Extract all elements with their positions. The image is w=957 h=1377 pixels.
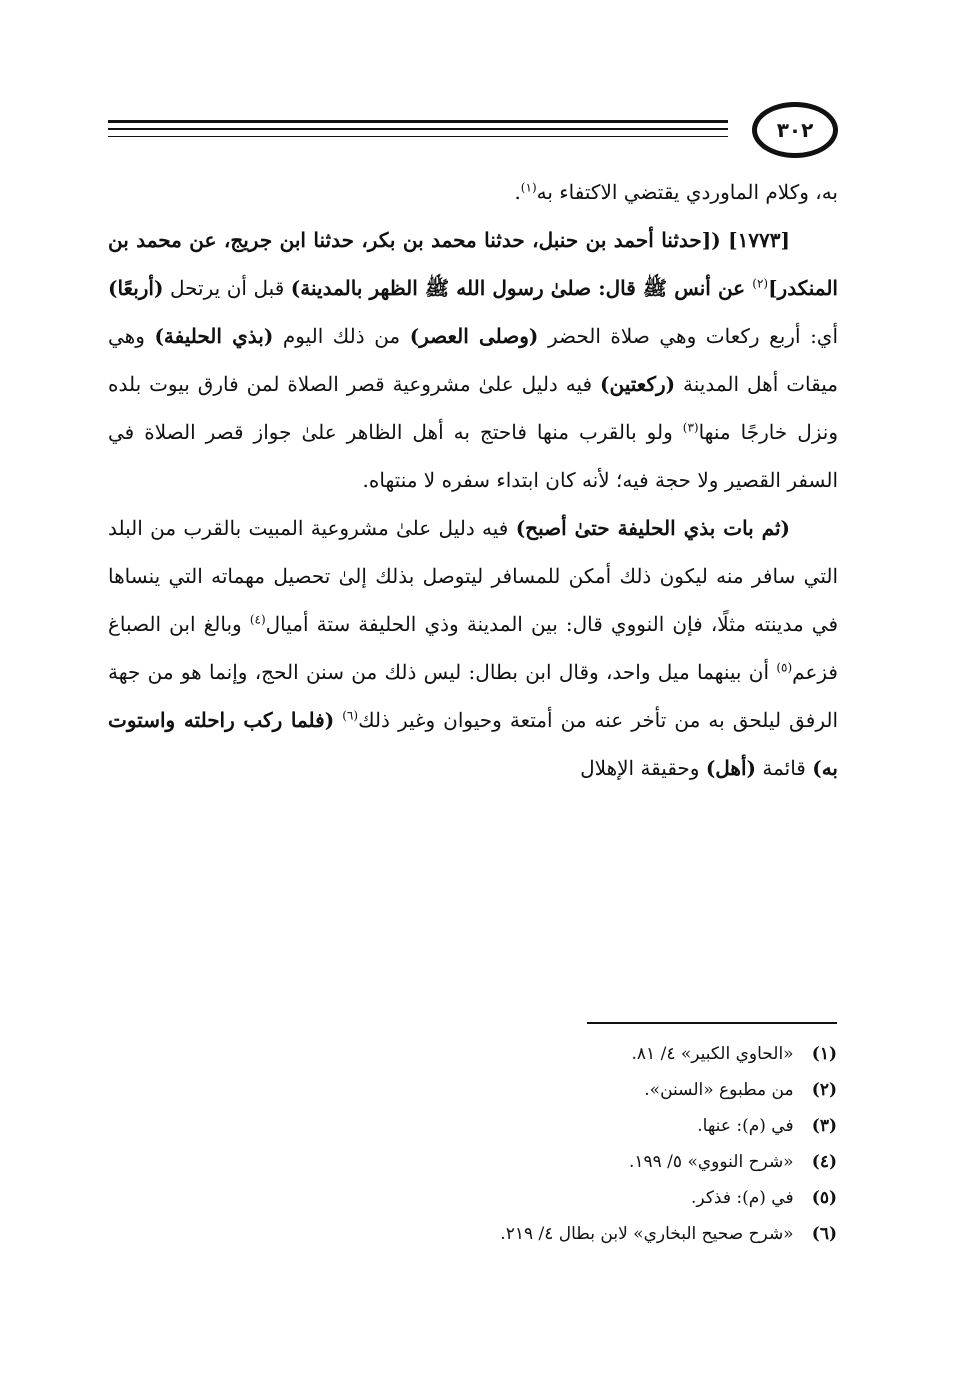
quoted-term: (وصلى العصر) <box>409 324 539 348</box>
footnote-ref: (٤) <box>249 612 266 627</box>
commentary-text: من ذلك اليوم <box>273 324 410 348</box>
quoted-term: (ركعتين) <box>600 372 676 396</box>
paragraph-commentary <box>108 504 838 792</box>
footnote-separator <box>587 1022 837 1024</box>
quoted-term: (فلما ركب راحلته واستوت به) <box>108 708 838 780</box>
text-run: به، وكلام الماوردي يقتضي الاكتفاء به <box>536 180 838 204</box>
paragraph-continuation <box>108 168 838 216</box>
footnote-item <box>237 1072 837 1108</box>
footnote-number: (٤) <box>811 1152 837 1172</box>
footnotes-list <box>237 1036 837 1252</box>
footnote-text: في (م): فذكر. <box>691 1188 794 1208</box>
footnote-ref: (٣) <box>682 420 699 435</box>
commentary-text: فيه دليل علىٰ مشروعية المبيت بالقرب من البلد التي سافر منه ليكون ذلك أمكن للمسافر ليتوصل بذلك إلىٰ تحصيل مهماته التي ينساها في مدينته مثلًا، فإن النووي قال: بين المدينة وذي الحليفة ستة أميال <box>108 516 839 636</box>
footnote-number: (٦) <box>811 1224 837 1244</box>
footnote-item <box>237 1180 837 1216</box>
footnote-text: من مطبوع «السنن». <box>644 1080 794 1100</box>
footnote-number: (٥) <box>811 1188 837 1208</box>
commentary-text: فيه دليل علىٰ مشروعية قصر الصلاة لمن فارق بيوت بلده ونزل خارجًا منها <box>108 372 838 444</box>
quoted-term: (بذي الحليفة) <box>154 324 274 348</box>
hadith-text: [١٧٧٣] ([حدثنا أحمد بن حنبل، حدثنا محمد بن بكر، حدثنا ابن جريج، عن محمد بن المنكدر] <box>108 228 838 300</box>
quoted-term: (أهل) <box>705 756 756 780</box>
page-number-badge <box>752 102 838 158</box>
footnote-ref: (٦) <box>342 708 359 723</box>
quoted-term: (أربعًا) <box>108 276 164 300</box>
paragraph-hadith-1773 <box>108 216 838 504</box>
commentary-text: وبالغ ابن الصباغ فزعم <box>108 612 838 684</box>
footnote-ref: (١) <box>520 180 537 195</box>
hadith-text: عن أنس ﷺ قال: صلىٰ رسول الله ﷺ الظهر بالمدينة) <box>290 276 753 300</box>
footnote-text: في (م): عنها. <box>697 1116 794 1136</box>
commentary-text: أي: أربع ركعات وهي صلاة الحضر <box>538 324 839 348</box>
commentary-text: قائمة <box>756 756 813 780</box>
main-text <box>108 168 838 792</box>
page-header <box>108 100 838 164</box>
footnote-number: (٢) <box>811 1080 837 1100</box>
page-number: ٣٠٢ <box>776 118 814 142</box>
footnote-text: «الحاوي الكبير» ٤/ ٨١. <box>631 1044 794 1064</box>
footnote-item <box>237 1036 837 1072</box>
footnote-ref: (٥) <box>776 660 793 675</box>
footnote-item <box>237 1144 837 1180</box>
commentary-text: وحقيقة الإهلال <box>580 756 706 780</box>
header-rule <box>108 136 728 137</box>
header-rule <box>108 128 728 130</box>
footnote-text: «شرح صحيح البخاري» لابن بطال ٤/ ٢١٩. <box>500 1224 794 1244</box>
footnote-ref: (٢) <box>752 276 769 291</box>
footnote-number: (٣) <box>811 1116 837 1136</box>
quoted-term: (ثم بات بذي الحليفة حتىٰ أصبح) <box>515 516 790 540</box>
footnote-text: «شرح النووي» ٥/ ١٩٩. <box>628 1152 794 1172</box>
footnote-item <box>237 1216 837 1252</box>
commentary-text: أن بينهما ميل واحد، وقال ابن بطال: ليس ذلك من سنن الحج، وإنما هو من جهة الرفق ليلحق به من تأخر عنه من أمتعة وحيوان وغير ذلك <box>108 660 838 732</box>
text-run: . <box>514 180 521 204</box>
commentary-text: وهي ميقات أهل المدينة <box>108 324 838 396</box>
header-rule <box>108 120 728 123</box>
footnote-item <box>237 1108 837 1144</box>
footnote-number: (١) <box>811 1044 837 1064</box>
commentary-text: ولو بالقرب منها فاحتج به أهل الظاهر علىٰ جواز قصر الصلاة في السفر القصير ولا حجة فيه؛ لأنه كان ابتداء سفره لا منتهاه. <box>108 420 838 492</box>
commentary-text: قبل أن يرتحل <box>163 276 291 300</box>
